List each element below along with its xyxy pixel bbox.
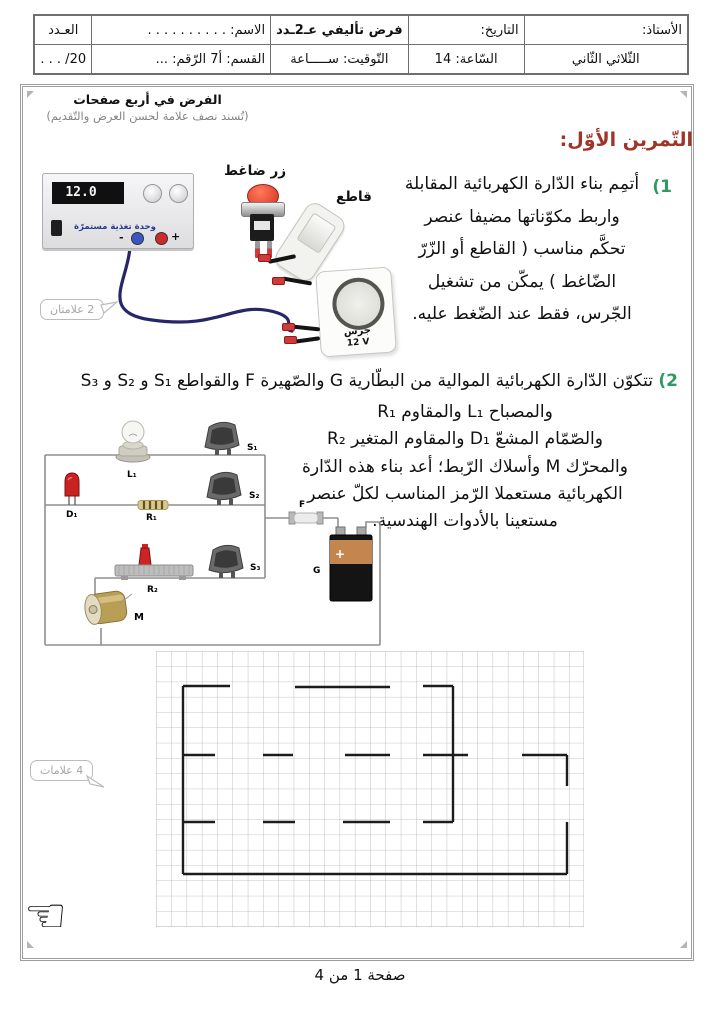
exercise-title: التّمرين الأوّل: — [559, 129, 693, 151]
potentiometer-r2 — [115, 544, 193, 580]
corner-mark-top-right — [680, 91, 687, 98]
question-2-number: (2 — [658, 371, 678, 391]
q1-line: تحكَّم مناسب ( القاطع أو الزّرّ — [418, 239, 626, 259]
q2-line: مستعينا بالأدوات الهندسية. — [372, 511, 558, 532]
power-supply-display: 12.0 — [52, 182, 124, 204]
battery-plus-sign: + — [335, 547, 346, 561]
marks-badge-q2-text: 4 علامات — [40, 764, 84, 777]
question-1-number: (1 — [652, 177, 672, 197]
q2-line: الكهربائية مستعملا الرّمز المناسب لكلّ عنصر — [307, 483, 623, 504]
time-label: السّاعة: 14 — [408, 45, 524, 75]
teacher-label: الأستاذ: — [524, 15, 688, 45]
header-row-2 — [34, 45, 688, 75]
bell-grille — [331, 276, 387, 332]
plus-sign: + — [171, 230, 181, 243]
resistor-r1 — [138, 501, 168, 510]
notice-line1: الفرض في أربع صفحات — [73, 92, 222, 107]
current-knob — [169, 184, 188, 203]
breaker-wire-tip — [272, 277, 285, 285]
header-table — [33, 14, 689, 75]
page-number: صفحة 1 من 4 — [314, 966, 406, 984]
power-supply-label: وحدة تغذية مستمرّة — [74, 222, 156, 232]
switch-s2 — [207, 472, 241, 505]
q1-line: الجّرس، فقط عند الضّغط عليه. — [412, 304, 632, 324]
label-L1: L₁ — [127, 470, 137, 480]
label-D1: D₁ — [66, 510, 78, 520]
label-R1: R₁ — [146, 513, 157, 523]
question-2-line1 — [30, 371, 678, 391]
breaker-label: قاطع — [336, 189, 372, 205]
led — [65, 473, 79, 505]
figure-bell-circuit — [30, 163, 395, 365]
label-S2: S₂ — [249, 491, 260, 501]
q2-line: والصّمّام المشعّ D₁ والمقاوم المتغير R₂ — [327, 429, 603, 450]
class-number: القسم: أ7 الرّقم: ... — [92, 45, 271, 75]
push-button-label: زر ضاغط — [223, 163, 287, 179]
bell-wire-tip — [284, 336, 297, 344]
q2-line1-text: تتكوّن الدّارة الكهربائية الموالية من البطّارية G والصّهيرة F والقواطع S₁ و S₂ و S₃ — [80, 371, 653, 391]
marks-badge-q2 — [30, 760, 93, 781]
notice-block — [40, 92, 255, 123]
q2-line: والمحرّك M وأسلاك الرّبط؛ أعد بناء هذه الدّارة — [302, 456, 628, 477]
q1-line: واربط مكوّناتها مضيفا عنصر — [424, 206, 620, 227]
label-S3: S₃ — [250, 563, 261, 573]
pointing-hand-icon: ☜ — [24, 888, 68, 944]
battery — [330, 527, 372, 601]
date-label: التاريخ: — [408, 15, 524, 45]
header-row-1 — [34, 15, 688, 45]
badge-tail — [85, 774, 107, 789]
notice-line2: (تُسند نصف علامة لحسن العرض والتّقديم) — [46, 109, 249, 123]
marks-badge-q1-text: 2 علامتان — [50, 303, 95, 316]
grid-background — [156, 651, 584, 927]
label-G: G — [313, 566, 321, 576]
score-value: 20/ . . . — [34, 45, 92, 75]
breaker-wire-tip — [258, 254, 271, 262]
label-S1: S₁ — [247, 443, 258, 453]
bell — [315, 266, 397, 357]
name-label: الاسم: . . . . . . . . . . — [92, 15, 271, 45]
label-R2: R₂ — [147, 585, 158, 595]
positive-terminal — [155, 232, 168, 245]
q2-line: والمصباح L₁ والمقاوم R₁ — [377, 402, 553, 422]
motor — [83, 590, 128, 625]
q1-line: أتمِم بناء الدّارة الكهربائية المقابلة — [404, 174, 640, 194]
question-1 — [396, 168, 672, 331]
badge-tail — [100, 301, 120, 315]
label-F: F — [299, 500, 306, 510]
switch-s3 — [209, 545, 243, 578]
exam-type: فرض تأليفي عـ2ـدد — [271, 15, 409, 45]
lamp — [116, 421, 150, 462]
negative-terminal — [131, 232, 144, 245]
label-M: M — [134, 612, 144, 623]
marks-badge-q1 — [40, 299, 104, 320]
figure-grid-paper — [156, 651, 584, 927]
score-label: العـدد — [34, 15, 92, 45]
term-label: الثّلاثي الثّاني — [524, 45, 688, 75]
switch-s1 — [205, 422, 239, 455]
bell-wire-tip — [282, 323, 295, 331]
corner-mark-bottom-right — [680, 941, 687, 948]
voltage-knob — [143, 184, 162, 203]
minus-sign: - — [119, 231, 124, 244]
bell-name: جرس — [343, 325, 372, 338]
power-switch — [51, 220, 62, 236]
figure-component-circuit — [35, 418, 390, 656]
bell-voltage: 12 V — [346, 337, 370, 349]
q1-line: الضّاغط ) يمكّن من تشغيل — [427, 271, 617, 292]
push-button-tag — [254, 221, 270, 230]
corner-mark-top-left — [27, 91, 34, 98]
breaker-rocker — [296, 212, 336, 254]
duration-label: التّوقيت: ســـــاعة — [271, 45, 409, 75]
fuse — [289, 512, 323, 524]
power-supply — [42, 173, 194, 249]
